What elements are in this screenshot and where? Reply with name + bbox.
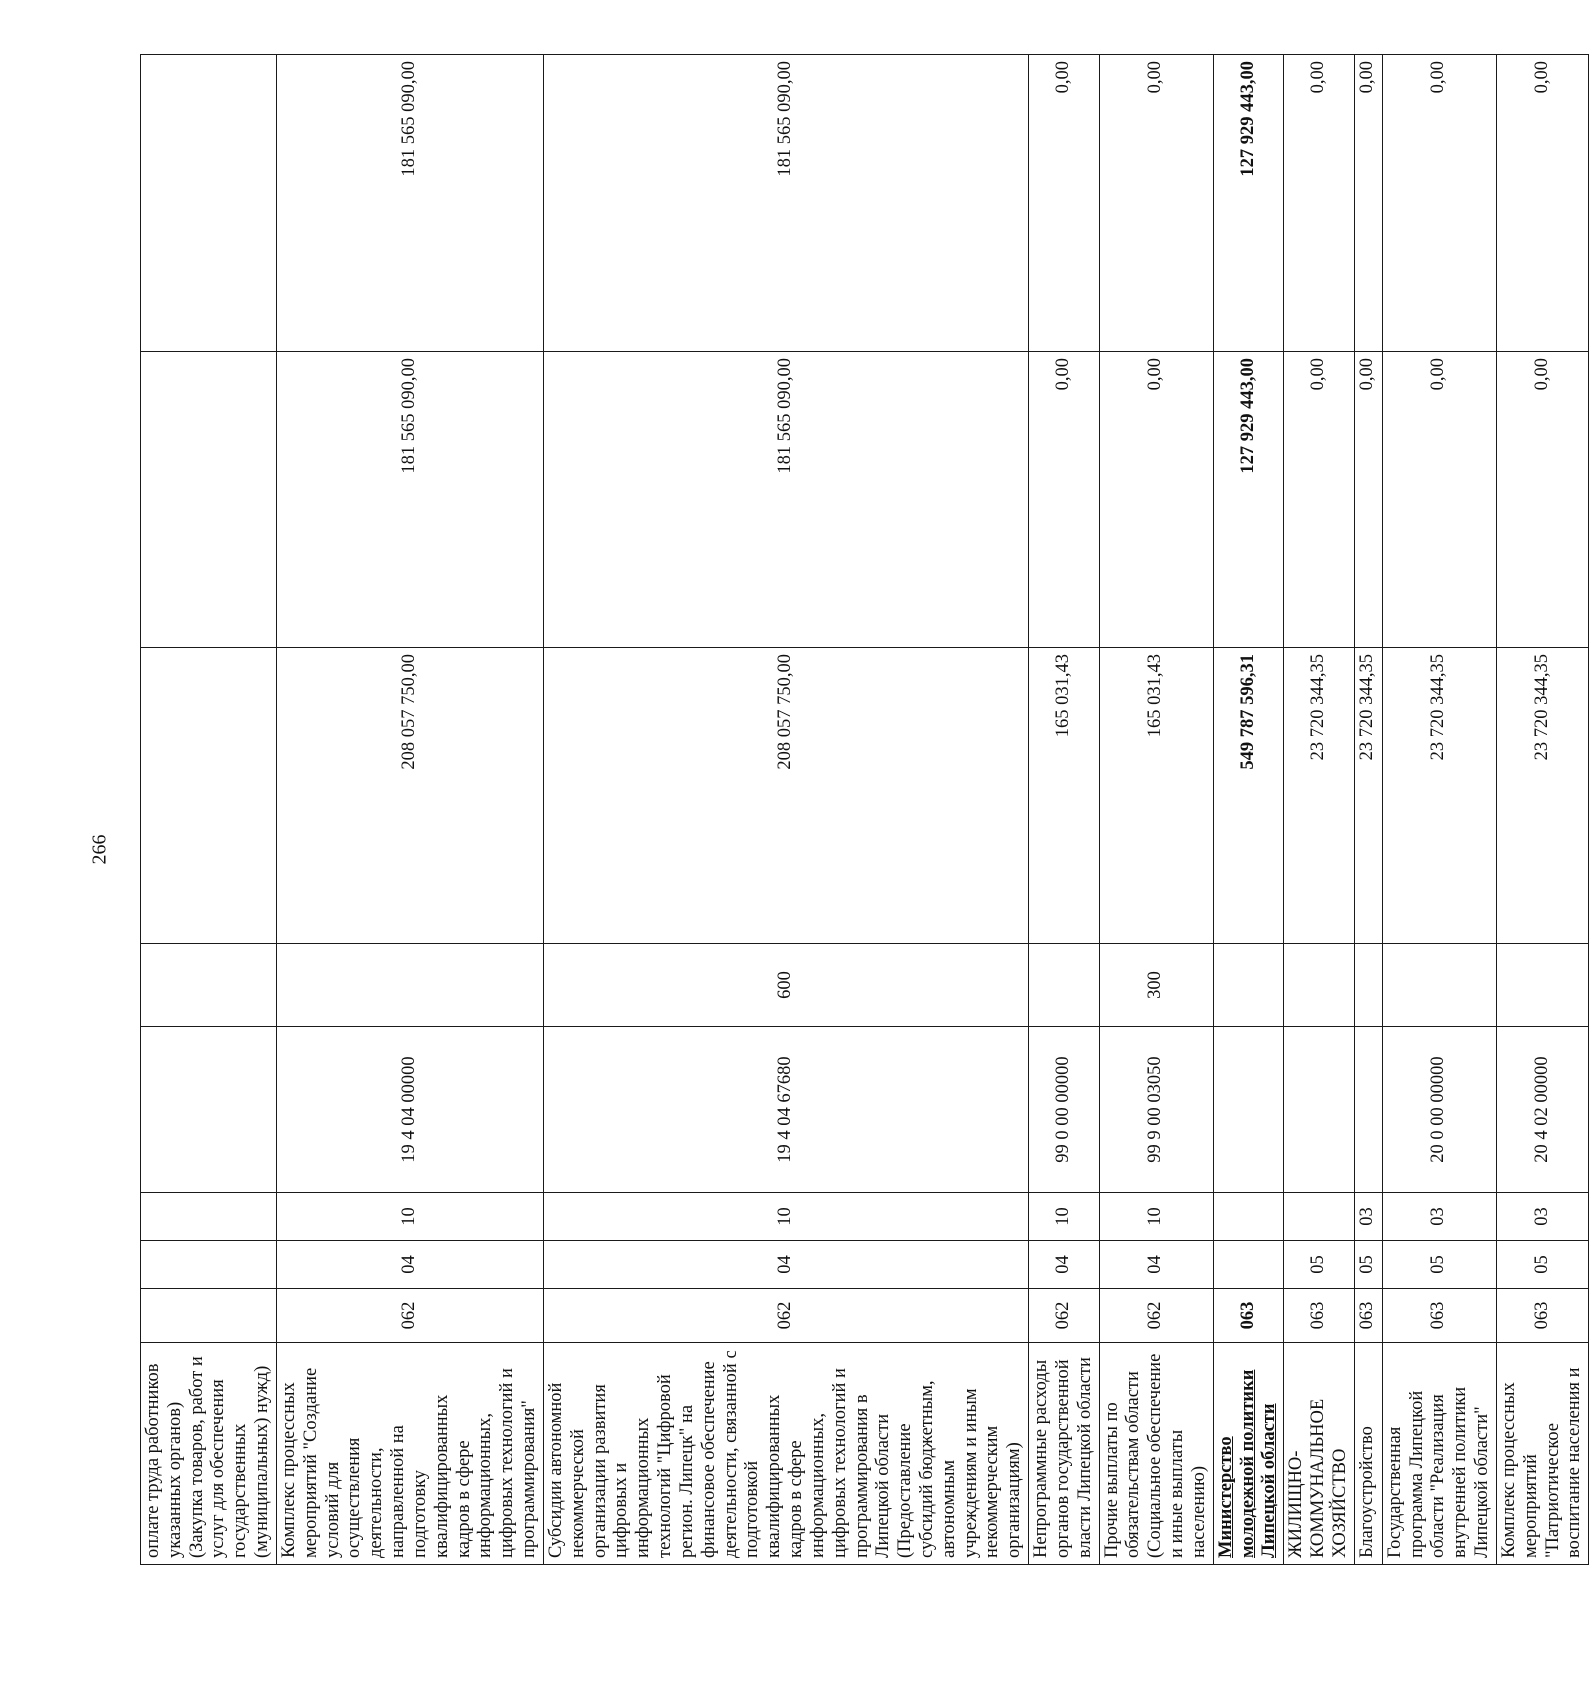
expense-type-code: 300 [1099, 944, 1213, 1027]
subsection-code: 10 [543, 1193, 1028, 1241]
table-row [1354, 55, 1382, 1565]
admin-code: 062 [1029, 1289, 1099, 1343]
amount-2: 181 565 090,00 [276, 352, 543, 648]
amount-2: 0,00 [1284, 352, 1354, 648]
target-code [1354, 1027, 1382, 1193]
section-code: 05 [1496, 1241, 1588, 1289]
target-code [141, 1027, 277, 1193]
admin-code [141, 1289, 277, 1343]
amount-1: 23 720 344,35 [1496, 648, 1588, 944]
amount-1 [141, 648, 277, 944]
subsection-code [1284, 1193, 1354, 1241]
section-code: 05 [1354, 1241, 1382, 1289]
row-name: оплате труда работников указанных органов) (Закупка товаров, работ и услуг для обеспечения государственных (муниципальных) нужд) [141, 1343, 277, 1565]
admin-code: 063 [1382, 1289, 1496, 1343]
expense-type-code [1382, 944, 1496, 1027]
target-code: 19 4 04 00000 [276, 1027, 543, 1193]
expense-type-code [1029, 944, 1099, 1027]
amount-1: 23 720 344,35 [1354, 648, 1382, 944]
admin-code: 063 [1213, 1289, 1283, 1343]
amount-2: 0,00 [1099, 352, 1213, 648]
target-code: 20 0 00 00000 [1382, 1027, 1496, 1193]
table-row [276, 55, 543, 1565]
table-row [1213, 55, 1283, 1565]
subsection-code [141, 1193, 277, 1241]
table-row [1099, 55, 1213, 1565]
amount-2: 0,00 [1029, 352, 1099, 648]
table-row [1382, 55, 1496, 1565]
amount-2: 127 929 443,00 [1213, 352, 1283, 648]
section-code [1213, 1241, 1283, 1289]
target-code: 99 0 00 00000 [1029, 1027, 1099, 1193]
amount-3: 181 565 090,00 [276, 55, 543, 352]
table-row [1284, 55, 1354, 1565]
row-name: Субсидии автономной некоммерческой организации развития цифровых и информационных технологий "Цифровой регион. Липецк" на финансовое обеспечение деятельности, связанной с подготовкой квалифицированных кадров в сфере информационных, цифровых технологий и программирования в Липецкой области (Предоставление субсидий бюджетным, автономным учреждениям и иным некоммерческим организациям) [543, 1343, 1028, 1565]
amount-2 [141, 352, 277, 648]
amount-3: 0,00 [1496, 55, 1588, 352]
table-row [543, 55, 1028, 1565]
expense-type-code: 600 [543, 944, 1028, 1027]
row-name: Государственная программа Липецкой области "Реализация внутренней политики Липецкой области" [1382, 1343, 1496, 1565]
amount-1: 23 720 344,35 [1284, 648, 1354, 944]
amount-3: 181 565 090,00 [543, 55, 1028, 352]
row-name: Прочие выплаты по обязательствам области (Социальное обеспечение и иные выплаты населению) [1099, 1343, 1213, 1565]
amount-2: 0,00 [1496, 352, 1588, 648]
expense-type-code [1284, 944, 1354, 1027]
row-name: Непрограммные расходы органов государственной власти Липецкой области [1029, 1343, 1099, 1565]
expense-type-code [1213, 944, 1283, 1027]
row-name: Благоустройство [1354, 1343, 1382, 1565]
admin-code: 063 [1496, 1289, 1588, 1343]
amount-1: 208 057 750,00 [276, 648, 543, 944]
amount-2: 181 565 090,00 [543, 352, 1028, 648]
section-code: 04 [276, 1241, 543, 1289]
subsection-code: 03 [1496, 1193, 1588, 1241]
amount-1: 208 057 750,00 [543, 648, 1028, 944]
target-code [1284, 1027, 1354, 1193]
amount-1: 165 031,43 [1099, 648, 1213, 944]
target-code [1213, 1027, 1283, 1193]
admin-code: 063 [1284, 1289, 1354, 1343]
target-code: 20 4 02 00000 [1496, 1027, 1588, 1193]
amount-1: 23 720 344,35 [1382, 648, 1496, 944]
admin-code: 062 [1099, 1289, 1213, 1343]
table-row [1496, 55, 1588, 1565]
target-code: 99 9 00 03050 [1099, 1027, 1213, 1193]
admin-code: 063 [1354, 1289, 1382, 1343]
amount-3: 0,00 [1354, 55, 1382, 352]
section-code: 04 [1029, 1241, 1099, 1289]
subsection-code: 10 [1029, 1193, 1099, 1241]
amount-1: 549 787 596,31 [1213, 648, 1283, 944]
amount-2: 0,00 [1354, 352, 1382, 648]
table-row [1029, 55, 1099, 1565]
amount-3: 127 929 443,00 [1213, 55, 1283, 352]
row-name-text: Министерство молодежной политики Липецкой области [1215, 1369, 1280, 1558]
target-code: 19 4 04 67680 [543, 1027, 1028, 1193]
section-code: 04 [543, 1241, 1028, 1289]
admin-code: 062 [543, 1289, 1028, 1343]
amount-1: 165 031,43 [1029, 648, 1099, 944]
subsection-code: 10 [276, 1193, 543, 1241]
row-name: Комплекс процессных мероприятий "Создание условий для осуществления деятельности, направленной на подготовку квалифицированных кадров в сфере информационных, цифровых технологий и программирования" [276, 1343, 543, 1565]
amount-3: 0,00 [1382, 55, 1496, 352]
subsection-code: 03 [1354, 1193, 1382, 1241]
subsection-code [1213, 1193, 1283, 1241]
section-code: 05 [1382, 1241, 1496, 1289]
row-name: Комплекс процессных мероприятий "Патриотическое воспитание населения и [1496, 1343, 1588, 1565]
amount-3: 0,00 [1284, 55, 1354, 352]
expense-type-code [141, 944, 277, 1027]
amount-3: 0,00 [1029, 55, 1099, 352]
subsection-code: 03 [1382, 1193, 1496, 1241]
section-code [141, 1241, 277, 1289]
row-name: ЖИЛИЩНО-КОММУНАЛЬНОЕ ХОЗЯЙСТВО [1284, 1343, 1354, 1565]
expense-type-code [1496, 944, 1588, 1027]
rotated-table-wrapper [140, 55, 1585, 1565]
row-name [1213, 1343, 1283, 1565]
page-number: 266 [88, 834, 111, 865]
admin-code: 062 [276, 1289, 543, 1343]
table-row [141, 55, 277, 1565]
subsection-code: 10 [1099, 1193, 1213, 1241]
amount-3 [141, 55, 277, 352]
amount-3: 0,00 [1099, 55, 1213, 352]
expense-type-code [276, 944, 543, 1027]
section-code: 05 [1284, 1241, 1354, 1289]
expense-type-code [1354, 944, 1382, 1027]
budget-table [140, 54, 1589, 1565]
amount-2: 0,00 [1382, 352, 1496, 648]
section-code: 04 [1099, 1241, 1213, 1289]
